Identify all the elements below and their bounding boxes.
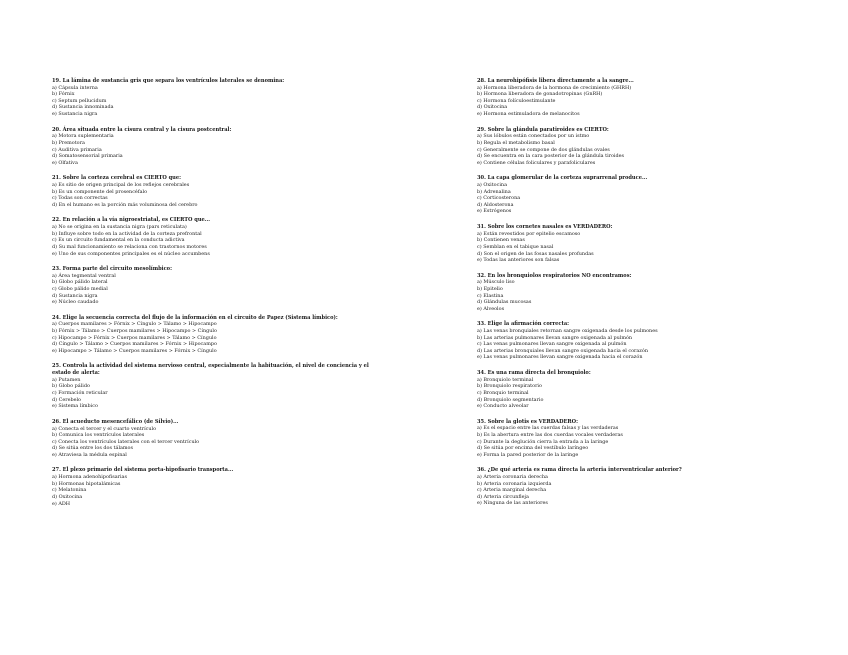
question-block [477,370,807,410]
answer-option: d) En el humano es la porción más voluminosa del cerebro [52,201,198,208]
answer-option: c) Conecta los ventrículos laterales con el tercer ventrículo [52,438,200,445]
answer-option: a) Oxitocina [477,182,507,189]
answer-option: b) Hormonas hipotalámicas [52,480,121,487]
answer-option: b) Influye sobre todo en la actividad de la corteza prefrontal [52,230,202,237]
answer-option: c) Auditiva primaria [52,146,102,153]
question-block [52,127,382,167]
answer-option: a) Sus lóbulos están conectados por un istmo [477,133,590,140]
answer-option: a) Hormona adenohipofisarias [52,474,127,481]
answer-option: d) Se encuentra en la cara posterior de la glándula tiroides [477,153,625,160]
answer-option: a) Las venas bronquiales retornan sangre oxigenada desde los pulmones [477,328,658,335]
question-title: 32. En los bronquiolos respiratorios NO encontramos: [477,272,632,279]
answer-option: d) Bronquiolo segmentario [477,396,544,403]
answer-option: c) Septum pellucidum [52,97,107,104]
question-title: 24. Elige la secuencia correcta del flujo de la información en el circuito de Papez (Sistema límbico): [52,314,338,321]
answer-option: b) Bronquiolo respiratorio [477,383,542,390]
question-block [477,127,807,167]
question-block [52,467,382,507]
answer-option: c) Elastina [477,292,504,299]
question-title: 29. Sobre la glándula paratiroides es CIERTO: [477,126,609,133]
answer-option: e) ADH [52,500,71,507]
answer-option: b) Fórnix [52,91,75,98]
question-block [52,217,382,257]
answer-option: d) Cíngulo > Tálamo > Cuerpos mamilares > Fórnix > Hipocampo [52,341,217,348]
question-title: 19. La lámina de sustancia gris que separa los ventrículos laterales se denomina: [52,78,285,84]
answer-option: a) Bronquiolo terminal [477,376,534,383]
answer-option: b) Es la abertura entre las dos cuerdas vocales verdaderas [477,432,623,438]
question-title: 26. El acueducto mesencefálico (de Silvio)... [52,418,179,425]
question-title: 28. La neurohipófisis libera directamente a la sangre... [477,78,634,84]
question-title: 30. La capa glomerular de la corteza suprarrenal produce... [477,175,648,182]
question-block [477,78,807,118]
answer-option: a) No se origina en la sustancia nigra (pars reticulata) [52,224,187,231]
answer-option: b) Globo pálido lateral [52,279,108,286]
answer-option: a) Es el espacio entre las cuerdas falsas y las verdaderas [477,425,619,432]
answer-option: a) Cápsula interna [52,84,98,91]
answer-option: e) Ninguna de las anteriores [477,500,548,507]
answer-option: e) Hormona estimuladora de melanocitos [477,111,580,118]
answer-option: d) Glándulas mucosas [477,299,532,306]
answer-option: b) Adrenalina [477,188,511,195]
answer-option: e) Estrógenos [477,208,512,215]
answer-option: b) Globo pálido [52,383,90,390]
answer-option: e) Atraviesa la médula espinal [52,451,127,458]
answer-option: d) Oxitocina [477,104,508,111]
answer-option: e) Hipocampo > Tálamo > Cuerpos mamilares > Fórnix > Cíngulo [52,347,217,354]
answer-option: a) Área tegmental ventral [52,272,116,279]
question-block [477,224,807,264]
question-block [52,78,382,118]
answer-option: b) Hormona liberadora de gonadotropinas (GnRH) [477,91,603,98]
answer-option: e) Todas las anteriores son falsas [477,257,560,264]
question-title: 35. Sobre la glotis es VERDADERO: [477,418,578,425]
answer-option: d) Sustancia innominada [52,104,114,111]
answer-option: c) Globo pálido medial [52,285,108,292]
right-column [477,78,807,516]
answer-option: a) Músculo liso [477,279,515,286]
answer-option: c) Todas son correctas [52,195,108,202]
question-block [477,321,807,361]
answer-option: d) Aldosterona [477,201,514,208]
answer-option: c) Corticosterona [477,195,521,202]
answer-option: c) Melatonina [52,487,87,494]
question-block [477,175,807,215]
question-title: 34. Es una rama directa del bronquiolo: [477,370,591,377]
question-title: 25. Controla la actividad del sistema nervioso central, especialmente la habituación, el nivel de conciencia y el estado de alerta: [52,363,369,377]
answer-option: d) Su mal funcionamiento se relaciona con trastornos motores [52,243,207,250]
question-block [477,467,807,507]
answer-option: e) Contiene células foliculares y parafoliculares [477,159,596,166]
left-column [52,78,382,516]
answer-option: b) Epitelio [477,285,503,292]
question-title: 27. El plexo primario del sistema porta-hipofisario transporta... [52,467,234,474]
answer-option: d) Oxitocina [52,493,83,500]
question-block [477,273,807,313]
question-title: 20. Área situada entre la cisura central y la cisura postcentral: [52,126,232,133]
answer-option: b) Fórnix > Tálamo > Cuerpos mamilares > Hipocampo > Cíngulo [52,328,217,335]
answer-option: e) Alveolos [477,305,505,312]
question-block [52,419,382,459]
answer-option: d) Se sitúa entre los dos tálamos [52,445,134,452]
answer-option: e) Sustancia nigra [52,111,98,118]
answer-option: c) Arteria marginal derecha [477,487,547,494]
question-title: 23. Forma parte del circuito mesolímbico: [52,266,172,273]
answer-option: a) Cuerpos mamilares > Fórnix > Cíngulo > Tálamo > Hipocampo [52,321,217,328]
answer-option: d) Son el origen de las fosas nasales profundas [477,250,594,257]
question-title: 33. Elige la afirmación correcta: [477,321,570,328]
answer-option: e) Conducto alveolar [477,403,529,410]
answer-option: d) Sustancia nigra [52,292,98,299]
question-title: 22. En relación a la vía nigroestriatal, es CIERTO que... [52,217,211,224]
answer-option: e) Olfativa [52,159,78,166]
question-block [52,363,382,409]
answer-option: e) Sistema límbico [52,403,98,410]
answer-option: d) Cerebelo [52,396,81,403]
answer-option: c) Generalmente se compone de dos glándulas ovales [477,146,610,153]
answer-option: c) Es un circuito fundamental en la conducta adictiva [52,237,185,244]
answer-option: a) Arteria coronaria derecha [477,474,548,481]
question-title: 36. ¿De qué arteria es rama directa la arteria interventricular anterior? [477,467,682,474]
answer-option: c) Bronquio terminal [477,389,529,396]
question-title: 31. Sobre los cornetes nasales es VERDADERO: [477,224,613,231]
answer-option: c) Semblan en el tabique nasal [477,243,554,250]
answer-option: e) Uno de sus componentes principales es el núcleo accumbens [52,250,210,257]
question-title: 21. Sobre la corteza cerebral es CIERTO que: [52,175,181,182]
answer-option: c) Hormona folículoestimulante [477,97,556,104]
answer-option: a) Hormona liberadora de la hormona de crecimiento (GHRH) [477,84,632,91]
answer-option: d) Arteria circunfleja [477,493,529,500]
answer-option: a) Conecta el tercer y el cuarto ventrículo [52,425,157,432]
answer-option: c) Las venas pulmonares llevan sangre oxigenada al pulmón [477,341,627,348]
question-block [477,419,807,459]
question-block [52,175,382,208]
answer-option: c) Durante la deglución cierra la entrada a la laringe [477,438,609,445]
answer-option: b) Regula el metabolismo basal [477,139,555,146]
answer-option: a) Es sitio de origen principal de los reflejos cerebrales [52,182,190,189]
answer-option: b) Las arterias pulmonares llevan sangre oxigenada al pulmón [477,334,633,341]
answer-option: b) Es un componente del prosencéfalo [52,188,148,195]
answer-option: b) Contienen venas [477,237,525,244]
question-block [52,266,382,306]
question-block [52,315,382,355]
answer-option: d) Las arterias bronquiales llevan sangre oxigenada hacia el corazón [477,347,648,354]
answer-option: c) Hipocampo > Fórnix > Cuerpos mamilares > Tálamo > Cíngulo [52,334,217,341]
answer-option: b) Arteria coronaria izquierda [477,480,552,487]
answer-option: e) Forma la pared posterior de la laringe [477,451,579,458]
answer-option: e) Núcleo caudado [52,299,99,306]
answer-option: b) Comunica los ventrículos laterales [52,432,145,439]
answer-option: a) Están revestidos por epitelio escamoso [477,230,581,237]
answer-option: d) Se sitúa por encima del vestíbulo laríngeo [477,445,589,452]
answer-option: b) Premotora [52,139,85,146]
answer-option: a) Putamen [52,376,81,383]
answer-option: a) Motora suplementaria [52,133,114,140]
answer-option: e) Las venas pulmonares llevan sangre oxigenada hacia el corazón [477,354,643,361]
answer-option: d) Somatosensorial primaria [52,153,123,160]
answer-option: c) Formación reticular [52,390,108,397]
